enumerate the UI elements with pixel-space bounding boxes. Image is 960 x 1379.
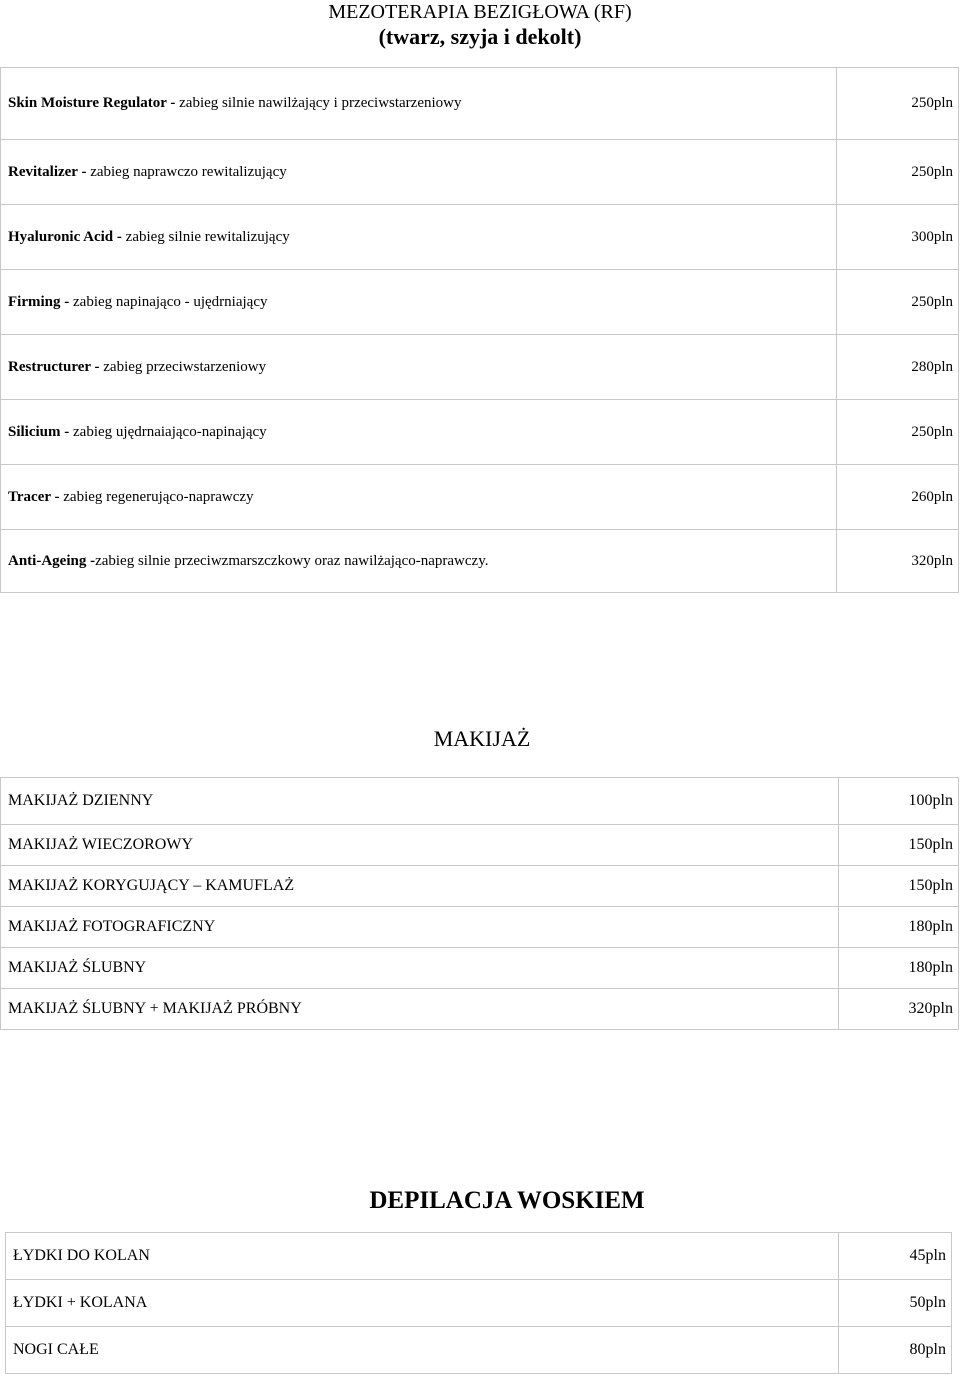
table-row xyxy=(1,530,959,593)
table-row xyxy=(1,825,959,866)
treatment-name: Tracer - xyxy=(8,488,60,505)
service-price: 150pln xyxy=(839,825,959,866)
depilacja-price-table xyxy=(5,1232,952,1374)
table-row xyxy=(6,1327,952,1374)
table-row xyxy=(1,948,959,989)
table-row xyxy=(1,778,959,825)
service-price: 180pln xyxy=(839,907,959,948)
treatment-name-cell xyxy=(1,465,837,530)
treatment-description: zabieg przeciwstarzeniowy xyxy=(99,358,267,375)
treatment-price: 280pln xyxy=(837,335,959,400)
treatment-price: 250pln xyxy=(837,68,959,140)
table-row xyxy=(1,68,959,140)
treatment-price: 320pln xyxy=(837,530,959,593)
table-row xyxy=(1,465,959,530)
treatment-price: 250pln xyxy=(837,400,959,465)
service-price: 180pln xyxy=(839,948,959,989)
treatment-description: zabieg naprawczo rewitalizujący xyxy=(86,163,287,180)
table-row xyxy=(1,989,959,1030)
service-name: MAKIJAŻ ŚLUBNY xyxy=(1,948,839,989)
service-price: 80pln xyxy=(839,1327,952,1374)
treatment-name-cell xyxy=(1,335,837,400)
treatment-description: zabieg silnie rewitalizujący xyxy=(121,228,290,245)
table-row xyxy=(1,140,959,205)
treatment-name-cell xyxy=(1,530,837,593)
treatment-description: zabieg napinająco - ujędrniający xyxy=(69,293,268,310)
treatment-description: zabieg ujędrnaiająco-napinający xyxy=(69,423,267,440)
treatment-description: zabieg silnie przeciwzmarszczkowy oraz nawilżająco-naprawczy. xyxy=(95,552,489,569)
treatment-name-cell xyxy=(1,68,837,140)
treatment-price: 250pln xyxy=(837,270,959,335)
service-price: 45pln xyxy=(839,1233,952,1280)
table-row xyxy=(1,205,959,270)
treatment-name-cell xyxy=(1,140,837,205)
treatment-price: 300pln xyxy=(837,205,959,270)
treatment-name: Hyaluronic Acid - xyxy=(8,228,122,245)
treatment-name: Revitalizer - xyxy=(8,163,87,180)
service-name: MAKIJAŻ DZIENNY xyxy=(1,778,839,825)
table-row xyxy=(1,907,959,948)
mezoterapia-title: MEZOTERAPIA BEZIGŁOWA (RF) xyxy=(328,1,632,23)
service-name: ŁYDKI + KOLANA xyxy=(6,1280,839,1327)
service-price: 100pln xyxy=(839,778,959,825)
makijaz-title: MAKIJAŻ xyxy=(433,726,531,751)
mezoterapia-subtitle: (twarz, szyja i dekolt) xyxy=(378,24,582,49)
treatment-name: Anti-Ageing - xyxy=(8,552,96,569)
table-row xyxy=(1,866,959,907)
table-row xyxy=(6,1280,952,1327)
treatment-description: zabieg regenerująco-naprawczy xyxy=(59,488,254,505)
service-name: ŁYDKI DO KOLAN xyxy=(6,1233,839,1280)
treatment-name: Skin Moisture Regulator - xyxy=(8,95,176,111)
service-name: NOGI CAŁE xyxy=(6,1327,839,1374)
table-row xyxy=(6,1233,952,1280)
treatment-name-cell xyxy=(1,270,837,335)
service-name: MAKIJAŻ FOTOGRAFICZNY xyxy=(1,907,839,948)
treatment-description: zabieg silnie nawilżający i przeciwstarzeniowy xyxy=(175,95,462,111)
table-row xyxy=(1,335,959,400)
table-row xyxy=(1,400,959,465)
service-name: MAKIJAŻ KORYGUJĄCY – KAMUFLAŻ xyxy=(1,866,839,907)
treatment-name-cell xyxy=(1,400,837,465)
treatment-price: 250pln xyxy=(837,140,959,205)
treatment-name: Firming - xyxy=(8,293,70,310)
treatment-price: 260pln xyxy=(837,465,959,530)
service-name: MAKIJAŻ ŚLUBNY + MAKIJAŻ PRÓBNY xyxy=(1,989,839,1030)
depilacja-title: DEPILACJA WOSKIEM xyxy=(369,1187,645,1214)
mezoterapia-price-table xyxy=(0,67,959,593)
service-price: 50pln xyxy=(839,1280,952,1327)
service-name: MAKIJAŻ WIECZOROWY xyxy=(1,825,839,866)
service-price: 320pln xyxy=(839,989,959,1030)
treatment-name-cell xyxy=(1,205,837,270)
treatment-name: Restructurer - xyxy=(8,358,100,375)
treatment-name: Silicium - xyxy=(8,423,70,440)
makijaz-price-table xyxy=(0,777,959,1030)
service-price: 150pln xyxy=(839,866,959,907)
table-row xyxy=(1,270,959,335)
